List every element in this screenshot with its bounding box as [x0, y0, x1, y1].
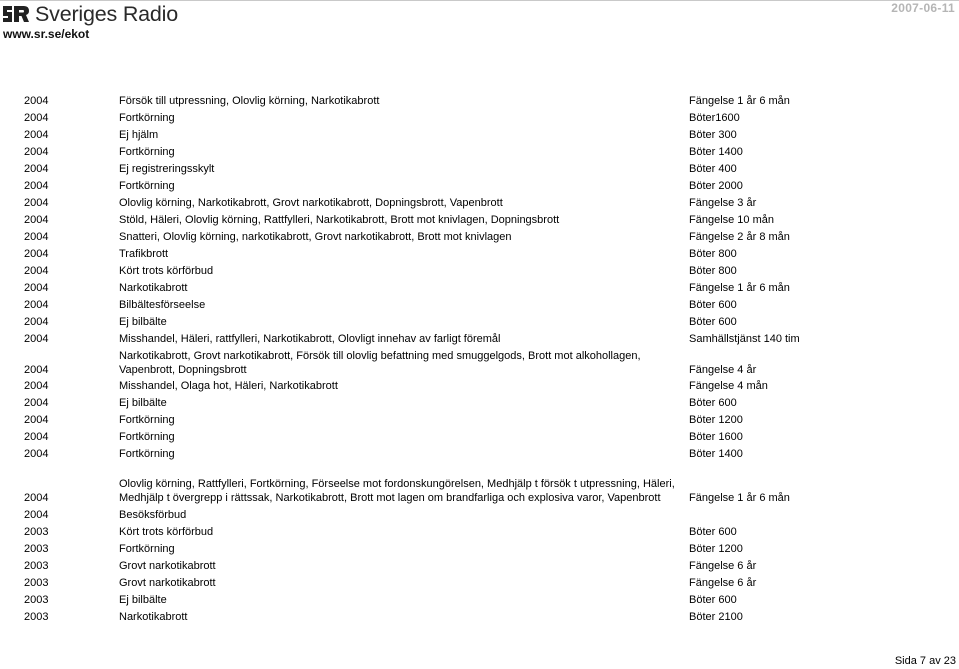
row-offense: Bilbältesförseelse — [119, 299, 206, 311]
table-row — [0, 430, 959, 444]
table-row — [0, 230, 959, 244]
row-year: 2004 — [24, 180, 49, 192]
row-year: 2003 — [24, 594, 49, 606]
table-row — [0, 332, 959, 346]
table-row — [0, 298, 959, 312]
table-row — [0, 413, 959, 427]
row-year: 2004 — [24, 299, 49, 311]
row-offense: Kört trots körförbud — [119, 526, 214, 538]
row-penalty: Böter 300 — [689, 129, 737, 141]
brand-logo — [2, 1, 178, 27]
row-year: 2004 — [24, 265, 49, 277]
table-row — [0, 447, 959, 461]
row-year: 2004 — [24, 448, 49, 460]
row-year: 2003 — [24, 526, 49, 538]
row-offense: Snatteri, Olovlig körning, narkotikabrott, Grovt narkotikabrott, Brott mot knivlagen — [119, 231, 512, 243]
table-row — [0, 111, 959, 125]
row-year: 2004 — [24, 492, 49, 504]
table-row — [0, 542, 959, 556]
row-penalty: Fängelse 4 mån — [689, 380, 768, 392]
row-penalty: Fängelse 1 år 6 mån — [689, 95, 790, 107]
row-offense: Misshandel, Häleri, rattfylleri, Narkotikabrott, Olovligt innehav av farligt föremål — [119, 333, 501, 345]
row-offense: Fortkörning — [119, 112, 175, 124]
row-year: 2004 — [24, 197, 49, 209]
row-offense: Narkotikabrott, Grovt narkotikabrott, Försök till olovlig befattning med smuggelgods, Brott mot alkohollagen, Vapenbrott, Dopningsbrott — [119, 350, 641, 376]
row-year: 2004 — [24, 95, 49, 107]
row-offense: Kört trots körförbud — [119, 265, 214, 277]
row-offense: Narkotikabrott — [119, 611, 188, 623]
row-year: 2004 — [24, 364, 49, 376]
row-penalty: Fängelse 4 år — [689, 364, 757, 376]
row-penalty: Böter1600 — [689, 112, 740, 124]
row-year: 2004 — [24, 282, 49, 294]
row-year: 2003 — [24, 611, 49, 623]
row-offense: Ej registreringsskylt — [119, 163, 215, 175]
row-year: 2004 — [24, 380, 49, 392]
row-penalty: Fängelse 10 mån — [689, 214, 774, 226]
row-offense: Narkotikabrott — [119, 282, 188, 294]
row-penalty: Böter 1600 — [689, 431, 743, 443]
row-offense: Försök till utpressning, Olovlig körning, Narkotikabrott — [119, 95, 380, 107]
row-penalty: Böter 600 — [689, 594, 737, 606]
row-penalty: Böter 1200 — [689, 543, 743, 555]
row-year: 2004 — [24, 163, 49, 175]
row-offense: Fortkörning — [119, 448, 175, 460]
table-row — [0, 179, 959, 193]
row-year: 2004 — [24, 397, 49, 409]
table-row — [0, 559, 959, 573]
row-penalty: Böter 600 — [689, 397, 737, 409]
row-penalty: Böter 400 — [689, 163, 737, 175]
row-penalty: Böter 1400 — [689, 448, 743, 460]
row-year: 2003 — [24, 577, 49, 589]
row-year: 2004 — [24, 509, 49, 521]
row-offense: Ej bilbälte — [119, 397, 167, 409]
row-offense: Fortkörning — [119, 543, 175, 555]
document-date: 2007-06-11 — [891, 1, 955, 15]
row-offense: Fortkörning — [119, 414, 175, 426]
row-penalty: Böter 600 — [689, 316, 737, 328]
table-row — [0, 145, 959, 159]
row-penalty: Böter 1400 — [689, 146, 743, 158]
sveriges-radio-logo-icon — [2, 3, 30, 25]
table-row — [0, 576, 959, 590]
row-penalty: Böter 2100 — [689, 611, 743, 623]
row-penalty: Fängelse 3 år — [689, 197, 757, 209]
row-penalty: Böter 800 — [689, 265, 737, 277]
table-row — [0, 281, 959, 295]
row-offense: Ej bilbälte — [119, 594, 167, 606]
table-row — [0, 593, 959, 607]
table-row — [0, 196, 959, 210]
table-row — [0, 379, 959, 393]
row-penalty: Fängelse 1 år 6 mån — [689, 282, 790, 294]
row-offense: Olovlig körning, Narkotikabrott, Grovt narkotikabrott, Dopningsbrott, Vapenbrott — [119, 197, 503, 209]
row-year: 2004 — [24, 248, 49, 260]
row-year: 2004 — [24, 414, 49, 426]
row-offense: Besöksförbud — [119, 509, 187, 521]
table-row — [0, 94, 959, 108]
row-offense: Misshandel, Olaga hot, Häleri, Narkotikabrott — [119, 380, 338, 392]
row-offense: Trafikbrott — [119, 248, 169, 260]
row-offense: Stöld, Häleri, Olovlig körning, Rattfylleri, Narkotikabrott, Brott mot knivlagen, Dopningsbrott — [119, 214, 560, 226]
row-offense: Fortkörning — [119, 146, 175, 158]
row-penalty: Böter 800 — [689, 248, 737, 260]
row-year: 2004 — [24, 112, 49, 124]
row-year: 2003 — [24, 543, 49, 555]
row-offense: Grovt narkotikabrott — [119, 577, 216, 589]
row-penalty: Böter 1200 — [689, 414, 743, 426]
table-row — [0, 247, 959, 261]
table-row — [0, 162, 959, 176]
row-offense: Grovt narkotikabrott — [119, 560, 216, 572]
table-row — [0, 349, 959, 377]
row-year: 2004 — [24, 231, 49, 243]
table-row — [0, 128, 959, 142]
row-penalty: Böter 2000 — [689, 180, 743, 192]
row-year: 2004 — [24, 333, 49, 345]
row-year: 2004 — [24, 214, 49, 226]
row-offense: Fortkörning — [119, 431, 175, 443]
table-row — [0, 508, 959, 522]
row-offense: Ej hjälm — [119, 129, 159, 141]
row-penalty: Fängelse 1 år 6 mån — [689, 492, 790, 504]
table-row — [0, 525, 959, 539]
row-offense: Olovlig körning, Rattfylleri, Fortkörning, Förseelse mot fordonskungörelsen, Medhjälp t försök t utpressning, Häleri, Medhjälp t övergrepp i rättssak, Narkotikabrott, Brott mot lagen om brandfarliga och explosiva varor, Vapenbrott — [119, 478, 675, 504]
row-year: 2003 — [24, 560, 49, 572]
row-year: 2004 — [24, 431, 49, 443]
row-penalty: Fängelse 6 år — [689, 560, 757, 572]
page-number: Sida 7 av 23 — [894, 655, 956, 667]
table-row — [0, 477, 959, 505]
row-penalty: Fängelse 6 år — [689, 577, 757, 589]
row-year: 2004 — [24, 316, 49, 328]
row-year: 2004 — [24, 146, 49, 158]
site-url: www.sr.se/ekot — [3, 27, 90, 41]
table-row — [0, 396, 959, 410]
row-penalty: Samhällstjänst 140 tim — [689, 333, 800, 345]
table-row — [0, 315, 959, 329]
row-offense: Fortkörning — [119, 180, 175, 192]
row-penalty: Böter 600 — [689, 299, 737, 311]
row-penalty: Fängelse 2 år 8 mån — [689, 231, 790, 243]
brand-name: Sveriges Radio — [35, 2, 178, 26]
row-offense: Ej bilbälte — [119, 316, 167, 328]
table-row — [0, 610, 959, 624]
row-year: 2004 — [24, 129, 49, 141]
table-row — [0, 264, 959, 278]
row-penalty: Böter 600 — [689, 526, 737, 538]
table-row — [0, 213, 959, 227]
